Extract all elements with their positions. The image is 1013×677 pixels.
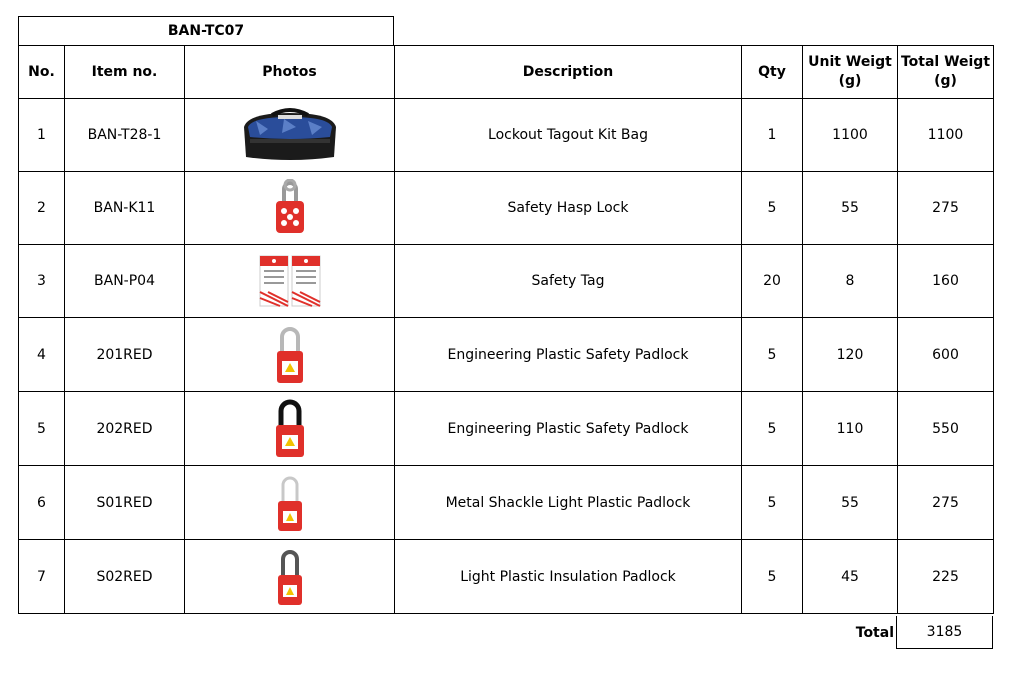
cell-no: 1 xyxy=(19,99,65,172)
cell-description: Engineering Plastic Safety Padlock xyxy=(395,318,742,392)
cell-unit-weight: 120 xyxy=(803,318,898,392)
cell-qty: 5 xyxy=(742,540,803,614)
cell-total-weight: 225 xyxy=(898,540,994,614)
cell-total-weight: 275 xyxy=(898,172,994,245)
cell-description: Engineering Plastic Safety Padlock xyxy=(395,392,742,466)
table-row xyxy=(19,540,994,614)
cell-unit-weight: 1100 xyxy=(803,99,898,172)
cell-no: 4 xyxy=(19,318,65,392)
cell-total-weight: 550 xyxy=(898,392,994,466)
cell-no: 2 xyxy=(19,172,65,245)
header-total-weight: Total Weigt (g) xyxy=(898,46,994,99)
cell-description: Safety Hasp Lock xyxy=(395,172,742,245)
cell-qty: 5 xyxy=(742,318,803,392)
cell-photo xyxy=(185,540,395,614)
cell-item-no: BAN-P04 xyxy=(65,245,185,318)
cell-qty: 20 xyxy=(742,245,803,318)
table-row xyxy=(19,392,994,466)
cell-total-weight: 160 xyxy=(898,245,994,318)
cell-unit-weight: 55 xyxy=(803,172,898,245)
red-padlock-black-shackle-icon xyxy=(273,399,307,459)
safety-tag-icon xyxy=(258,254,322,308)
cell-photo xyxy=(185,466,395,540)
kit-table xyxy=(18,45,994,614)
cell-photo xyxy=(185,392,395,466)
cell-photo xyxy=(185,172,395,245)
cell-no: 3 xyxy=(19,245,65,318)
header-no: No. xyxy=(19,46,65,99)
cell-photo xyxy=(185,99,395,172)
cell-no: 7 xyxy=(19,540,65,614)
table-row xyxy=(19,466,994,540)
header-qty: Qty xyxy=(742,46,803,99)
table-row xyxy=(19,99,994,172)
cell-no: 6 xyxy=(19,466,65,540)
header-item-no: Item no. xyxy=(65,46,185,99)
cell-description: Metal Shackle Light Plastic Padlock xyxy=(395,466,742,540)
cell-total-weight: 275 xyxy=(898,466,994,540)
cell-description: Light Plastic Insulation Padlock xyxy=(395,540,742,614)
cell-photo xyxy=(185,245,395,318)
table-row xyxy=(19,172,994,245)
header-row xyxy=(19,46,994,99)
cell-unit-weight: 55 xyxy=(803,466,898,540)
cell-item-no: 201RED xyxy=(65,318,185,392)
cell-item-no: 202RED xyxy=(65,392,185,466)
cell-description: Lockout Tagout Kit Bag xyxy=(395,99,742,172)
header-unit-weight: Unit Weigt (g) xyxy=(803,46,898,99)
cell-total-weight: 600 xyxy=(898,318,994,392)
total-label: Total xyxy=(855,624,894,641)
cell-total-weight: 1100 xyxy=(898,99,994,172)
red-padlock-insulation-icon xyxy=(275,547,305,607)
cell-unit-weight: 45 xyxy=(803,540,898,614)
table-row xyxy=(19,245,994,318)
safety-hasp-icon xyxy=(270,179,310,237)
table-title: BAN-TC07 xyxy=(18,16,394,46)
cell-description: Safety Tag xyxy=(395,245,742,318)
cell-item-no: BAN-K11 xyxy=(65,172,185,245)
cell-qty: 1 xyxy=(742,99,803,172)
table-row xyxy=(19,318,994,392)
header-photos: Photos xyxy=(185,46,395,99)
total-value: 3185 xyxy=(896,616,993,649)
red-padlock-icon xyxy=(274,325,306,385)
cell-photo xyxy=(185,318,395,392)
cell-item-no: S01RED xyxy=(65,466,185,540)
cell-qty: 5 xyxy=(742,466,803,540)
cell-unit-weight: 110 xyxy=(803,392,898,466)
red-padlock-metal-shackle-icon xyxy=(275,473,305,533)
cell-no: 5 xyxy=(19,392,65,466)
cell-item-no: BAN-T28-1 xyxy=(65,99,185,172)
cell-item-no: S02RED xyxy=(65,540,185,614)
tool-bag-icon xyxy=(238,107,342,163)
cell-qty: 5 xyxy=(742,392,803,466)
header-description: Description xyxy=(395,46,742,99)
cell-unit-weight: 8 xyxy=(803,245,898,318)
cell-qty: 5 xyxy=(742,172,803,245)
